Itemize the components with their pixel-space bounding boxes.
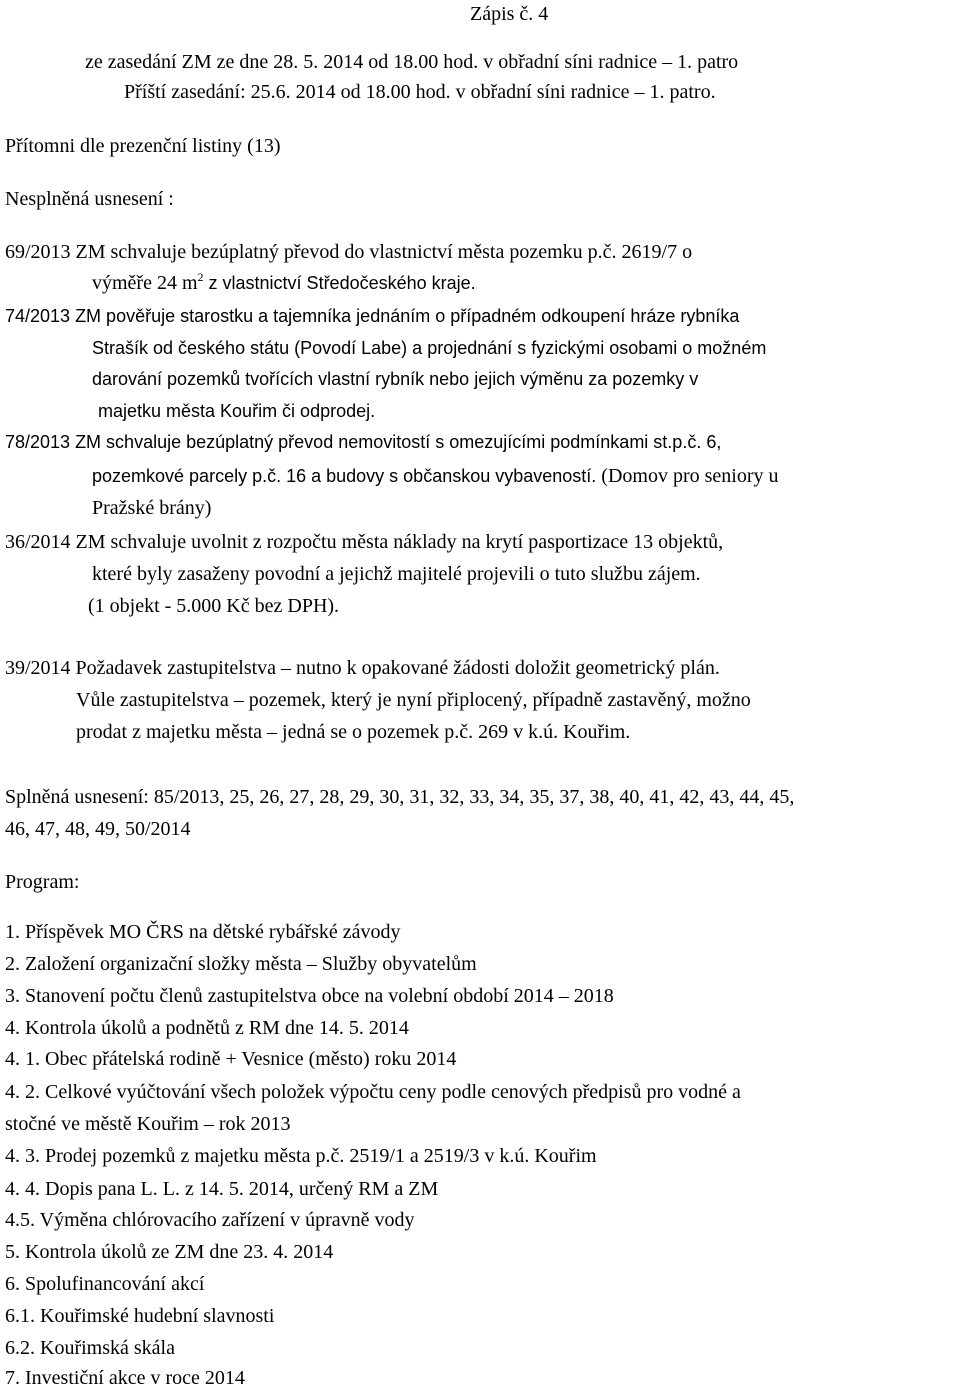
resolution-39-line3: prodat z majetku města – jedná se o pozemek p.č. 269 v k.ú. Kouřim.: [76, 721, 631, 743]
resolution-78-line1: 78/2013 ZM schvaluje bezúplatný převod nemovitostí s omezujícími podmínkami st.p.č. 6,: [5, 432, 722, 452]
program-item: 4. 2. Celkové vyúčtování všech položek výpočtu ceny podle cenových předpisů pro vodné a: [5, 1081, 741, 1103]
next-meeting-line: Příští zasedání: 25.6. 2014 od 18.00 hod. v obřadní síni radnice – 1. patro.: [124, 81, 716, 103]
resolution-69-line2: [92, 271, 476, 295]
program-item: 1. Příspěvek MO ČRS na dětské rybářské závody: [5, 921, 401, 943]
fulfilled-line2: 46, 47, 48, 49, 50/2014: [5, 818, 191, 840]
resolution-69-line1: 69/2013 ZM schvaluje bezúplatný převod do vlastnictví města pozemku p.č. 2619/7 o: [5, 241, 693, 263]
program-item: 6. Spolufinancování akcí: [5, 1273, 205, 1295]
fulfilled-line1: Splněná usnesení: 85/2013, 25, 26, 27, 28, 29, 30, 31, 32, 33, 34, 35, 37, 38, 40, 41, 42, 43, 44, 45,: [5, 786, 795, 808]
program-item: 3. Stanovení počtu členů zastupitelstva obce na volební období 2014 – 2018: [5, 985, 614, 1007]
resolution-36-line2: které byly zasaženy povodní a jejichž majitelé projevili o tuto službu zájem.: [92, 563, 701, 585]
document-title: Zápis č. 4: [470, 3, 549, 25]
region-text: z vlastnictví Středočeského kraje.: [203, 273, 476, 293]
senior-home-text: (Domov pro seniory u: [596, 465, 779, 487]
program-heading: Program:: [5, 871, 80, 893]
resolution-74-line4: majetku města Kouřim či odprodej.: [98, 401, 376, 421]
area-text: výměře 24 m: [92, 272, 198, 294]
program-item: stočné ve městě Kouřim – rok 2013: [5, 1113, 291, 1135]
program-item: 2. Založení organizační složky města – Služby obyvatelům: [5, 953, 477, 975]
program-item: 4. Kontrola úkolů a podnětů z RM dne 14. 5. 2014: [5, 1017, 409, 1039]
program-item: 4.5. Výměna chlórovacího zařízení v úpravně vody: [5, 1209, 415, 1231]
resolution-78-line3: Pražské brány): [92, 497, 212, 519]
resolution-36-line1: 36/2014 ZM schvaluje uvolnit z rozpočtu města náklady na krytí pasportizace 13 objektů,: [5, 531, 724, 553]
program-item: 5. Kontrola úkolů ze ZM dne 23. 4. 2014: [5, 1241, 334, 1263]
program-item: 6.2. Kouřimská skála: [5, 1337, 175, 1359]
program-item: 4. 4. Dopis pana L. L. z 14. 5. 2014, určený RM a ZM: [5, 1178, 439, 1200]
resolution-74-line1: 74/2013 ZM pověřuje starostku a tajemníka jednáním o případném odkoupení hráze rybníka: [5, 306, 740, 326]
program-item: 4. 1. Obec přátelská rodině + Vesnice (město) roku 2014: [5, 1048, 457, 1070]
superscript-two: 2: [197, 270, 204, 284]
unfulfilled-heading: Nesplněná usnesení :: [5, 188, 174, 210]
parcels-text: pozemkové parcely p.č. 16 a budovy s občanskou vybaveností.: [92, 466, 597, 486]
program-item: 4. 3. Prodej pozemků z majetku města p.č. 2519/1 a 2519/3 v k.ú. Kouřim: [5, 1145, 597, 1167]
meeting-date-line: ze zasedání ZM ze dne 28. 5. 2014 od 18.00 hod. v obřadní síni radnice – 1. patro: [85, 51, 739, 73]
resolution-78-line2: [92, 464, 779, 488]
resolution-74-line2: Strašík od českého státu (Povodí Labe) a projednání s fyzickými osobami o možném: [92, 338, 767, 358]
resolution-39-line2: Vůle zastupitelstva – pozemek, který je nyní připlocený, případně zastavěný, možno: [76, 689, 751, 711]
program-item: 7. Investiční akce v roce 2014: [5, 1367, 245, 1389]
attendance-line: Přítomni dle prezenční listiny (13): [5, 135, 281, 157]
resolution-74-line3: darování pozemků tvořících vlastní rybník nebo jejich výměnu za pozemky v: [92, 369, 699, 389]
resolution-36-line3: (1 objekt - 5.000 Kč bez DPH).: [88, 595, 340, 617]
resolution-39-line1: 39/2014 Požadavek zastupitelstva – nutno k opakované žádosti doložit geometrický plán.: [5, 657, 720, 679]
program-item: 6.1. Kouřimské hudební slavnosti: [5, 1305, 275, 1327]
